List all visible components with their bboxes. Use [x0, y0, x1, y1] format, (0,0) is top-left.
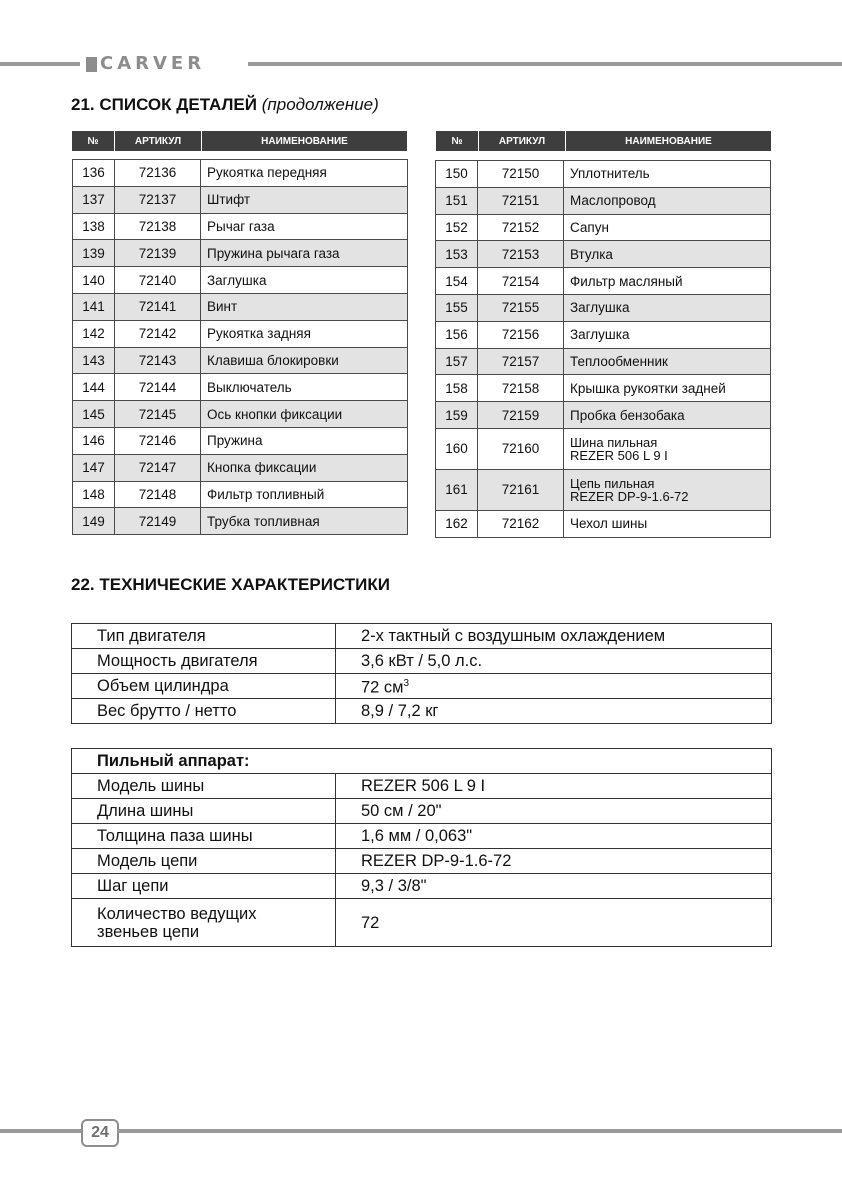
part-num: 144: [73, 374, 115, 401]
part-name: Шина пильная REZER 506 L 9 I: [564, 428, 771, 469]
part-name: Пружина рычага газа: [201, 240, 408, 267]
part-article: 72158: [478, 375, 564, 402]
table-row: [436, 348, 771, 375]
part-num: 138: [73, 213, 115, 240]
part-num: 139: [73, 240, 115, 267]
part-name: Фильтр масляный: [564, 268, 771, 295]
table-row: [73, 401, 408, 428]
logo-bar-icon: [86, 57, 97, 72]
spec-label: Вес брутто / нетто: [72, 699, 336, 724]
section-22-title: 22. ТЕХНИЧЕСКИЕ ХАРАКТЕРИСТИКИ: [71, 575, 390, 594]
part-article: 72138: [115, 213, 201, 240]
table-row: [436, 469, 771, 510]
part-name: Цепь пильная REZER DP-9-1.6-72: [564, 469, 771, 510]
table-row: [73, 347, 408, 374]
part-name: Втулка: [564, 241, 771, 268]
part-num: 151: [436, 187, 478, 214]
table-row: [73, 267, 408, 294]
part-num: 136: [73, 160, 115, 187]
logo-text: CARVER: [100, 53, 206, 74]
spec-value: 1,6 мм / 0,063": [336, 824, 772, 849]
parts-header-left: [71, 130, 408, 152]
part-num: 140: [73, 267, 115, 294]
part-num: 152: [436, 214, 478, 241]
part-article: 72150: [478, 161, 564, 188]
carver-logo: [86, 55, 205, 73]
part-num: 146: [73, 427, 115, 454]
part-article: 72146: [115, 427, 201, 454]
saw-header: Пильный аппарат:: [72, 749, 772, 774]
part-article: 72155: [478, 294, 564, 321]
part-article: 72143: [115, 347, 201, 374]
part-name: Рычаг газа: [201, 213, 408, 240]
spec-value: 3,6 кВт / 5,0 л.с.: [336, 649, 772, 674]
part-article: 72162: [478, 510, 564, 537]
part-name: Пружина: [201, 427, 408, 454]
spec-label: Количество ведущих звеньев цепи: [72, 899, 336, 947]
header-rule-left: [0, 62, 80, 66]
part-name: Фильтр топливный: [201, 481, 408, 508]
spec-label: Тип двигателя: [72, 624, 336, 649]
part-article: 72149: [115, 508, 201, 535]
part-num: 159: [436, 402, 478, 429]
table-row: [72, 799, 772, 824]
table-row: [73, 160, 408, 187]
part-article: 72144: [115, 374, 201, 401]
parts-header-right: [435, 130, 772, 152]
col-num-header: №: [72, 131, 115, 152]
spec-value: 9,3 / 3/8": [336, 874, 772, 899]
table-row: [72, 699, 772, 724]
table-row: [73, 293, 408, 320]
part-name: Ось кнопки фиксации: [201, 401, 408, 428]
spec-value: 50 см / 20": [336, 799, 772, 824]
col-name-header: НАИМЕНОВАНИЕ: [202, 131, 408, 152]
part-name: Маслопровод: [564, 187, 771, 214]
part-name: Пробка бензобака: [564, 402, 771, 429]
table-row: [73, 186, 408, 213]
part-article: 72136: [115, 160, 201, 187]
part-article: 72160: [478, 428, 564, 469]
spec-value: REZER 506 L 9 I: [336, 774, 772, 799]
col-article-header: АРТИКУЛ: [479, 131, 566, 152]
part-article: 72152: [478, 214, 564, 241]
table-row: [73, 240, 408, 267]
footer-rule-left: [0, 1129, 82, 1133]
table-row: [436, 510, 771, 537]
parts-table-left: [72, 159, 408, 535]
table-row: [436, 161, 771, 188]
table-row: [72, 624, 772, 649]
part-num: 137: [73, 186, 115, 213]
part-name: Теплообменник: [564, 348, 771, 375]
part-article: 72151: [478, 187, 564, 214]
table-row: [72, 824, 772, 849]
table-row: [436, 402, 771, 429]
header-rule-right: [248, 62, 842, 66]
saw-specs-table: [71, 748, 772, 947]
part-article: 72147: [115, 454, 201, 481]
part-name: Уплотнитель: [564, 161, 771, 188]
col-num-header: №: [436, 131, 479, 152]
table-row: [73, 454, 408, 481]
part-article: 72148: [115, 481, 201, 508]
spec-label: Толщина паза шины: [72, 824, 336, 849]
page-number: 24: [81, 1119, 119, 1147]
table-row: [436, 321, 771, 348]
part-num: 160: [436, 428, 478, 469]
part-num: 157: [436, 348, 478, 375]
part-article: 72142: [115, 320, 201, 347]
spec-value: 8,9 / 7,2 кг: [336, 699, 772, 724]
part-name: Выключатель: [201, 374, 408, 401]
part-name: Штифт: [201, 186, 408, 213]
table-row: [436, 241, 771, 268]
part-num: 153: [436, 241, 478, 268]
spec-label: Модель шины: [72, 774, 336, 799]
part-num: 147: [73, 454, 115, 481]
table-row: [73, 374, 408, 401]
table-row: [436, 268, 771, 295]
table-row: [73, 481, 408, 508]
part-num: 143: [73, 347, 115, 374]
part-article: 72141: [115, 293, 201, 320]
part-name: Кнопка фиксации: [201, 454, 408, 481]
table-row: [436, 294, 771, 321]
spec-label: Длина шины: [72, 799, 336, 824]
part-name: Заглушка: [201, 267, 408, 294]
part-num: 161: [436, 469, 478, 510]
col-name-header: НАИМЕНОВАНИЕ: [566, 131, 772, 152]
spec-label: Объем цилиндра: [72, 674, 336, 699]
table-row: [72, 649, 772, 674]
table-row: [436, 214, 771, 241]
part-article: 72140: [115, 267, 201, 294]
part-num: 148: [73, 481, 115, 508]
table-row: [436, 375, 771, 402]
spec-label: Модель цепи: [72, 849, 336, 874]
part-name: Заглушка: [564, 321, 771, 348]
table-row: [72, 874, 772, 899]
spec-value: 2-х тактный с воздушным охлаждением: [336, 624, 772, 649]
part-num: 141: [73, 293, 115, 320]
table-row: [73, 427, 408, 454]
part-article: 72154: [478, 268, 564, 295]
part-article: 72159: [478, 402, 564, 429]
section-21-title: 21. СПИСОК ДЕТАЛЕЙ (продолжение): [71, 95, 379, 114]
table-row: [73, 213, 408, 240]
part-name: Винт: [201, 293, 408, 320]
part-name: Рукоятка задняя: [201, 320, 408, 347]
part-name: Крышка рукоятки задней: [564, 375, 771, 402]
part-num: 150: [436, 161, 478, 188]
part-article: 72157: [478, 348, 564, 375]
table-row: [72, 674, 772, 699]
table-row: [72, 774, 772, 799]
part-num: 155: [436, 294, 478, 321]
table-row: [72, 849, 772, 874]
part-num: 156: [436, 321, 478, 348]
table-row: [436, 428, 771, 469]
part-name: Трубка топливная: [201, 508, 408, 535]
part-article: 72161: [478, 469, 564, 510]
spec-value: 72 $см^3$: [336, 674, 772, 699]
col-article-header: АРТИКУЛ: [115, 131, 202, 152]
part-article: 72137: [115, 186, 201, 213]
part-name: Сапун: [564, 214, 771, 241]
part-num: 142: [73, 320, 115, 347]
saw-header-row: [72, 749, 772, 774]
part-name: Чехол шины: [564, 510, 771, 537]
part-article: 72145: [115, 401, 201, 428]
footer-rule-right: [117, 1129, 842, 1133]
part-num: 162: [436, 510, 478, 537]
table-row: [72, 899, 772, 947]
part-name: Клавиша блокировки: [201, 347, 408, 374]
parts-table-right: [435, 160, 771, 538]
table-row: [73, 320, 408, 347]
part-name: Заглушка: [564, 294, 771, 321]
part-name: Рукоятка передняя: [201, 160, 408, 187]
part-article: 72156: [478, 321, 564, 348]
engine-specs-table: [71, 623, 772, 724]
part-num: 145: [73, 401, 115, 428]
spec-value: REZER DP-9-1.6-72: [336, 849, 772, 874]
table-row: [436, 187, 771, 214]
part-article: 72139: [115, 240, 201, 267]
table-row: [73, 508, 408, 535]
part-article: 72153: [478, 241, 564, 268]
spec-label: Мощность двигателя: [72, 649, 336, 674]
spec-label: Шаг цепи: [72, 874, 336, 899]
spec-value: 72: [336, 899, 772, 947]
part-num: 154: [436, 268, 478, 295]
part-num: 149: [73, 508, 115, 535]
part-num: 158: [436, 375, 478, 402]
